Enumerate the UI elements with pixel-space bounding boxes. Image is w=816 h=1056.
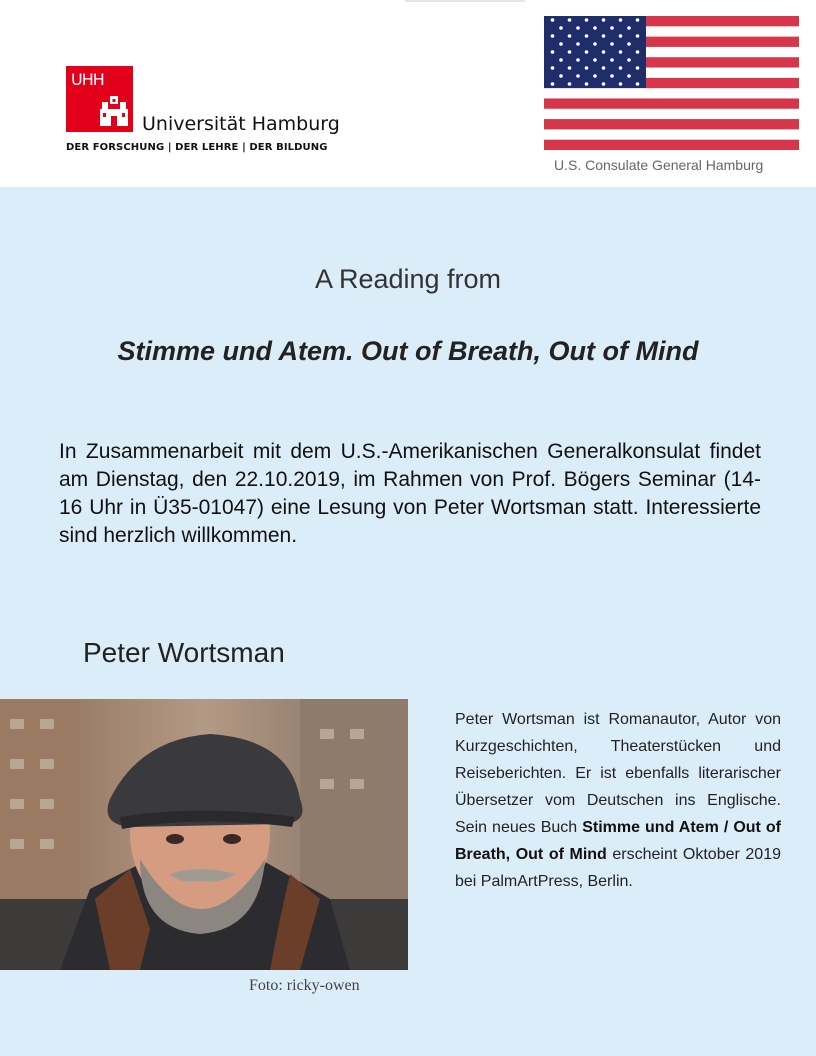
castle-icon [100,96,128,126]
university-name: Universität Hamburg [142,113,340,135]
us-flag-icon [544,16,799,150]
uhh-logo [66,66,133,132]
bio-book-title: Stimme und Atem / Out of Breath, Out of Mind [455,819,782,863]
uhh-logo-letters: UHH [71,70,104,89]
author-photo [0,699,408,970]
book-title: Stimme und Atem. Out of Breath, Out of Mind [117,336,699,366]
bio-text-end: erscheint Oktober 2019 bei PalmArtPress, Berlin. [455,846,781,890]
event-subtitle: A Reading from [314,264,502,294]
top-divider [405,0,525,2]
author-bio [455,706,781,895]
bio-text-start: Peter Wortsman ist Romanautor, Autor von Kurzgeschichten, Theaterstücken und Reiseberichten. Er ist ebenfalls literarischer Übersetzer vom Deutschen ins Englische. Sein neues Buch [455,711,781,836]
photo-caption: Foto: ricky-owen [249,977,360,994]
header [0,0,816,187]
university-tagline: DER FORSCHUNG | DER LEHRE | DER BILDUNG [66,142,328,153]
consulate-name: U.S. Consulate General Hamburg [554,157,764,173]
event-description: In Zusammenarbeit mit dem U.S.-Amerikanischen Generalkonsulat findet am Dienstag, den 22.10.2019, im Rahmen von Prof. Bögers Seminar (14-16 Uhr in Ü35-01047) eine Lesung von Peter Wortsman statt. Interessierte sind herzlich willkommen. [59,440,761,547]
author-name: Peter Wortsman [83,637,285,668]
